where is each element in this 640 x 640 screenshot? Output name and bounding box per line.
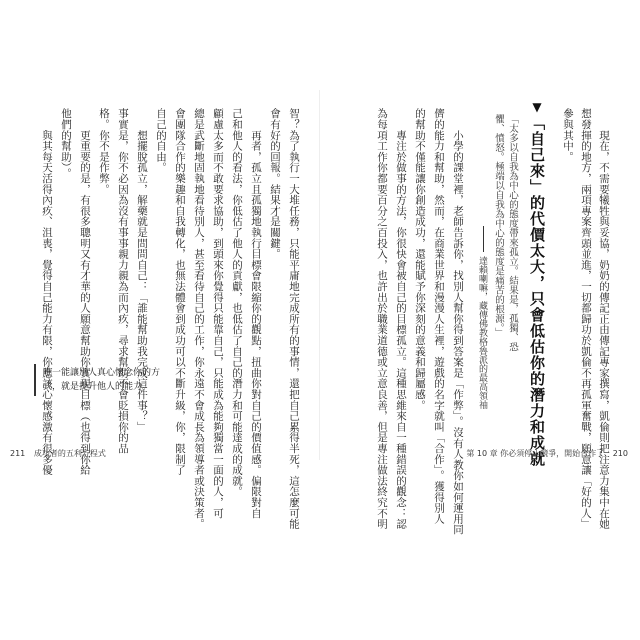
body-column: 智？為了執行一大堆任務，只能平庸地完成所有的事情，還把自己累得半死，這怎麼可能: [288, 108, 300, 530]
epigraph-line: 懼、憤怒。極端以自我為中心的態度是痛苦的根源。」: [493, 114, 504, 338]
body-column: 再者，孤立且孤獨地執行目標會限縮你的觀點，扭曲你對自己的價值感。偏限對自: [250, 108, 262, 519]
body-column: 事實是，你不必因為沒有事事親力親為而內疚，尋求幫助不會貶損你的品: [117, 108, 129, 454]
body-column: 更重要的是，有很多聰明又有才華的人願意幫助你實現目標（也得到你給: [79, 108, 91, 476]
body-column: 的幫助不僅能讓你創造成功，還能賦予你深刻的意義和歸屬感。: [414, 108, 426, 411]
body-column: 他們的幫助）。: [60, 108, 72, 179]
body-column: 與其每天活得內疚、沮喪，覺得自己能力有限，你應該心懷感激有很多優: [41, 108, 53, 476]
page-number: 210: [612, 449, 628, 458]
gutter: [319, 90, 320, 460]
running-title: 成功者的五利方程式: [33, 449, 106, 458]
body-column: 格。你不是作弊。: [98, 108, 110, 195]
epigraph-attribution: 達賴喇嘛，藏傳佛教格魯派的最高領袖: [477, 256, 487, 409]
body-column: 會團隊合作的樂趣和自我轉化，也無法體會到成功可以不斷升級，你，限制了: [174, 108, 186, 476]
body-column: 為每項工作你都要百分之百投入，也許出於職業道德或立意良善，但是專注做法終究不明: [376, 108, 388, 530]
body-column: 小學的課堂裡，老師告訴你，找別人幫你得到答案是「作弊」。沒有人教你如何運用同: [452, 108, 464, 535]
body-column: 會有好的回報。結果才是關鍵。: [269, 108, 281, 260]
left-footer: [4, 448, 106, 459]
body-column: 專注於做事的方法，你很快會被自己的目標孤立。這種思維來自一種錯誤的觀念：認: [395, 108, 407, 530]
body-column: 總是武斷地固執地看待別人，甚至看待自己的工作，你永遠不會成長為領導者或決策者。: [193, 108, 205, 530]
epigraph-line: 「太多以自我為中心的態度帶來孤立。結果是，孤獨、恐: [507, 114, 518, 352]
running-title: 你必須停止競爭，開始合作了: [500, 449, 605, 458]
triangle-bullet-icon: ▼: [530, 100, 544, 115]
body-column: 顧慮太多而不敢要求協助，到頭來你覺得只能靠自己，只能成為能夠獨當一面的人，可: [212, 108, 224, 519]
body-column: 己和他人的看法，你低估了他人的貢獻，也低估了自己的潛力和可能達成的成就。: [231, 108, 243, 497]
pull-quote-callout: 唯一能讓別人真心懷念你的方式，就是提升他人的能力。: [34, 364, 167, 396]
page-number: 211: [10, 449, 26, 458]
attribution-dash: [483, 226, 484, 252]
section-heading-text: 「自己來」的代價太大，只會低估你的潛力和成就: [528, 115, 546, 467]
body-column: 自己的自由。: [155, 108, 167, 173]
body-column: 想擺脫孤立，解藥就是問問自己：「誰能幫助我完成這件事？」: [136, 108, 148, 432]
body-column: 想發揮的地方，兩項專案齊頭並進，一切都歸功於凱倫不再孤軍奮戰，願意讓「好的人」: [580, 108, 592, 530]
chapter-label: 第 10 章: [466, 449, 498, 458]
section-heading: [527, 100, 548, 467]
body-column: 現在，不需要犧牲與妥協，奶奶的傳記正由傳記專家撰寫，凱倫則把注意力集中在她: [598, 108, 610, 530]
body-column: 參與其中。: [562, 108, 574, 162]
body-column: 儕的能力和幫助，然而，在商業世界和漫漫人生裡，遊戲的名字就叫「合作」。獲得別人: [433, 108, 445, 524]
right-footer: [466, 448, 634, 459]
